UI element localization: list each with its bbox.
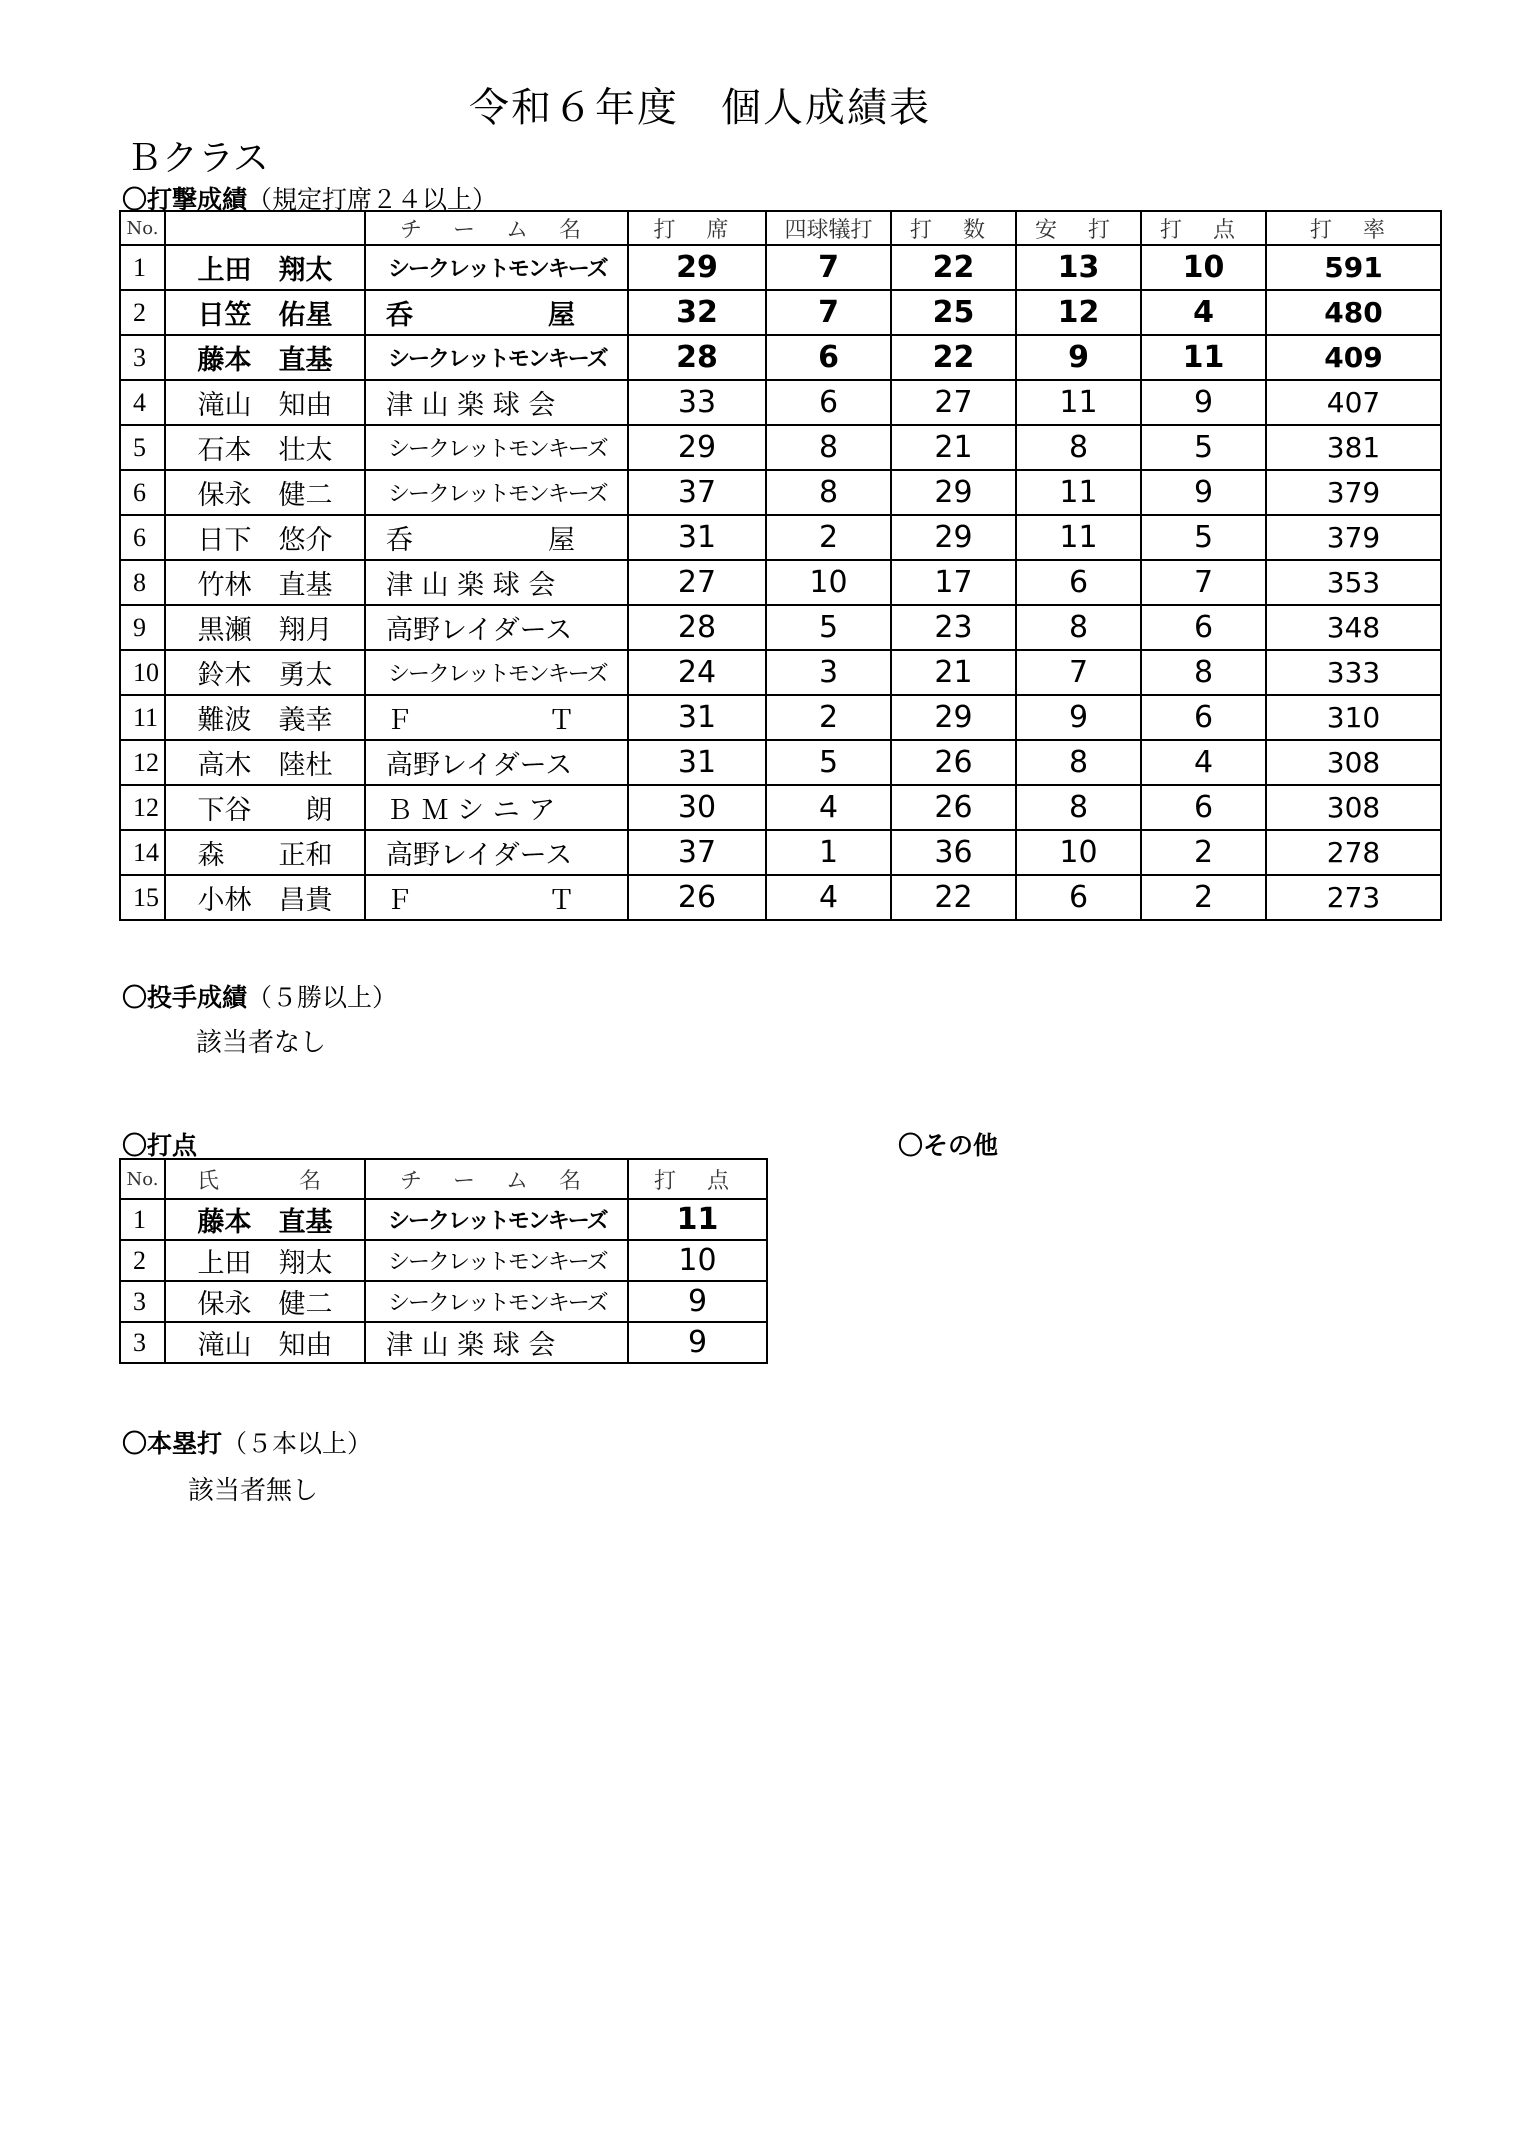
rbi-header-name: 氏 名 (165, 1159, 365, 1199)
player-name-cell: 上田 翔太 (165, 245, 365, 290)
player-name-cell: 小林 昌貴 (165, 875, 365, 920)
plate-appearances-cell: 27 (628, 560, 766, 605)
homerun-result: 該当者無し (188, 1476, 319, 1506)
table-row (120, 290, 1441, 335)
at-bats-cell: 29 (891, 515, 1016, 560)
at-bats-cell: 25 (891, 290, 1016, 335)
team-name-cell: 高野レイダース (365, 605, 628, 650)
rbi-cell: 5 (1141, 515, 1266, 560)
rbi-heading: 〇打点 (122, 1131, 198, 1160)
rank-cell: 1 (120, 1199, 165, 1240)
walks-sacrifices-cell: 6 (766, 335, 891, 380)
player-name-cell: 日下 悠介 (165, 515, 365, 560)
rank-cell: 15 (120, 875, 165, 920)
rbi-cell: 10 (1141, 245, 1266, 290)
homerun-heading-text: 〇本塁打 (122, 1429, 223, 1458)
page-title: 令和６年度 個人成績表 (469, 85, 931, 131)
rbi-cell: 9 (1141, 380, 1266, 425)
hits-cell: 11 (1016, 515, 1141, 560)
batting-average-cell: 381 (1266, 425, 1441, 470)
team-name-cell: 呑 屋 (365, 515, 628, 560)
at-bats-cell: 26 (891, 740, 1016, 785)
rank-cell: 3 (120, 1281, 165, 1322)
rbi-cell: 9 (1141, 470, 1266, 515)
table-row (120, 425, 1441, 470)
table-row (120, 785, 1441, 830)
rank-cell: 1 (120, 245, 165, 290)
team-name-cell: 高野レイダース (365, 740, 628, 785)
rbi-cell: 10 (628, 1240, 767, 1281)
team-name-cell: シークレットモンキーズ (365, 1199, 628, 1240)
rbi-cell: 2 (1141, 875, 1266, 920)
table-row (120, 1240, 767, 1281)
hits-cell: 9 (1016, 695, 1141, 740)
rbi-cell: 11 (1141, 335, 1266, 380)
plate-appearances-cell: 31 (628, 740, 766, 785)
player-name-cell: 藤本 直基 (165, 335, 365, 380)
hits-cell: 13 (1016, 245, 1141, 290)
rbi-header-row (120, 1159, 767, 1199)
rank-cell: 12 (120, 740, 165, 785)
batting-table (119, 210, 1442, 921)
rank-cell: 3 (120, 1322, 165, 1363)
rbi-cell: 5 (1141, 425, 1266, 470)
pitching-heading-text: 〇投手成績 (122, 983, 248, 1012)
team-name-cell: シークレットモンキーズ (365, 1240, 628, 1281)
rank-cell: 11 (120, 695, 165, 740)
player-name-cell: 難波 義幸 (165, 695, 365, 740)
player-name-cell: 保永 健二 (165, 1281, 365, 1322)
rank-cell: 2 (120, 1240, 165, 1281)
hits-cell: 12 (1016, 290, 1141, 335)
player-name-cell: 高木 陸杜 (165, 740, 365, 785)
rank-cell: 3 (120, 335, 165, 380)
team-name-cell: Ｆ Ｔ (365, 875, 628, 920)
rank-cell: 4 (120, 380, 165, 425)
hits-cell: 11 (1016, 380, 1141, 425)
plate-appearances-cell: 24 (628, 650, 766, 695)
hits-cell: 11 (1016, 470, 1141, 515)
walks-sacrifices-cell: 5 (766, 740, 891, 785)
rbi-cell: 9 (628, 1322, 767, 1363)
walks-sacrifices-cell: 7 (766, 290, 891, 335)
team-name-cell: 津 山 楽 球 会 (365, 380, 628, 425)
plate-appearances-cell: 29 (628, 425, 766, 470)
header-hits: 安 打 (1016, 211, 1141, 245)
hits-cell: 8 (1016, 605, 1141, 650)
hits-cell: 6 (1016, 875, 1141, 920)
rbi-cell: 8 (1141, 650, 1266, 695)
homerun-note: （５本以上） (222, 1429, 373, 1458)
player-name-cell: 保永 健二 (165, 470, 365, 515)
batting-average-cell: 273 (1266, 875, 1441, 920)
batting-average-cell: 379 (1266, 470, 1441, 515)
table-row (120, 650, 1441, 695)
batting-average-cell: 591 (1266, 245, 1441, 290)
player-name-cell: 藤本 直基 (165, 1199, 365, 1240)
rbi-header-rbi: 打 点 (628, 1159, 767, 1199)
player-name-cell: 滝山 知由 (165, 1322, 365, 1363)
rbi-cell: 6 (1141, 605, 1266, 650)
team-name-cell: シークレットモンキーズ (365, 425, 628, 470)
rbi-cell: 2 (1141, 830, 1266, 875)
at-bats-cell: 17 (891, 560, 1016, 605)
rbi-cell: 9 (628, 1281, 767, 1322)
table-row (120, 1199, 767, 1240)
hits-cell: 7 (1016, 650, 1141, 695)
team-name-cell: シークレットモンキーズ (365, 335, 628, 380)
batting-average-cell: 407 (1266, 380, 1441, 425)
rbi-header-no: No. (120, 1159, 165, 1199)
batting-average-cell: 348 (1266, 605, 1441, 650)
batting-average-cell: 409 (1266, 335, 1441, 380)
team-name-cell: シークレットモンキーズ (365, 650, 628, 695)
other-heading: 〇その他 (898, 1131, 999, 1160)
rank-cell: 6 (120, 470, 165, 515)
rbi-cell: 4 (1141, 740, 1266, 785)
header-name (165, 211, 365, 245)
at-bats-cell: 29 (891, 470, 1016, 515)
player-name-cell: 鈴木 勇太 (165, 650, 365, 695)
rank-cell: 10 (120, 650, 165, 695)
header-bb: 四球犠打 (766, 211, 891, 245)
batting-average-cell: 333 (1266, 650, 1441, 695)
at-bats-cell: 21 (891, 425, 1016, 470)
walks-sacrifices-cell: 6 (766, 380, 891, 425)
at-bats-cell: 26 (891, 785, 1016, 830)
batting-average-cell: 379 (1266, 515, 1441, 560)
rbi-table (119, 1158, 768, 1364)
plate-appearances-cell: 31 (628, 515, 766, 560)
batting-header-row (120, 211, 1441, 245)
at-bats-cell: 36 (891, 830, 1016, 875)
batting-heading-text: 〇打撃成績 (122, 185, 248, 214)
team-name-cell: Ｂ Ｍ シ ニ ア (365, 785, 628, 830)
plate-appearances-cell: 37 (628, 470, 766, 515)
rbi-cell: 6 (1141, 695, 1266, 740)
team-name-cell: 高野レイダース (365, 830, 628, 875)
batting-average-cell: 310 (1266, 695, 1441, 740)
player-name-cell: 石本 壮太 (165, 425, 365, 470)
rbi-header-team: チ ー ム 名 (365, 1159, 628, 1199)
header-ab: 打 数 (891, 211, 1016, 245)
table-row (120, 875, 1441, 920)
rbi-cell: 6 (1141, 785, 1266, 830)
header-pa: 打 席 (628, 211, 766, 245)
hits-cell: 9 (1016, 335, 1141, 380)
walks-sacrifices-cell: 3 (766, 650, 891, 695)
walks-sacrifices-cell: 2 (766, 515, 891, 560)
plate-appearances-cell: 32 (628, 290, 766, 335)
walks-sacrifices-cell: 10 (766, 560, 891, 605)
rank-cell: 9 (120, 605, 165, 650)
rank-cell: 8 (120, 560, 165, 605)
at-bats-cell: 23 (891, 605, 1016, 650)
walks-sacrifices-cell: 8 (766, 425, 891, 470)
player-name-cell: 黒瀬 翔月 (165, 605, 365, 650)
batting-average-cell: 353 (1266, 560, 1441, 605)
rank-cell: 6 (120, 515, 165, 560)
rbi-cell: 7 (1141, 560, 1266, 605)
rbi-cell: 4 (1141, 290, 1266, 335)
at-bats-cell: 29 (891, 695, 1016, 740)
player-name-cell: 上田 翔太 (165, 1240, 365, 1281)
team-name-cell: シークレットモンキーズ (365, 470, 628, 515)
team-name-cell: 津 山 楽 球 会 (365, 1322, 628, 1363)
rank-cell: 14 (120, 830, 165, 875)
plate-appearances-cell: 28 (628, 335, 766, 380)
at-bats-cell: 22 (891, 245, 1016, 290)
walks-sacrifices-cell: 5 (766, 605, 891, 650)
at-bats-cell: 22 (891, 875, 1016, 920)
batting-average-cell: 278 (1266, 830, 1441, 875)
plate-appearances-cell: 30 (628, 785, 766, 830)
team-name-cell: シークレットモンキーズ (365, 1281, 628, 1322)
hits-cell: 8 (1016, 740, 1141, 785)
rbi-cell: 11 (628, 1199, 767, 1240)
table-row (120, 380, 1441, 425)
pitching-result: 該当者なし (196, 1028, 327, 1058)
team-name-cell: 呑 屋 (365, 290, 628, 335)
pitching-note: （５勝以上） (247, 983, 398, 1012)
table-row (120, 830, 1441, 875)
player-name-cell: 竹林 直基 (165, 560, 365, 605)
table-row (120, 470, 1441, 515)
table-row (120, 560, 1441, 605)
plate-appearances-cell: 29 (628, 245, 766, 290)
table-row (120, 605, 1441, 650)
at-bats-cell: 27 (891, 380, 1016, 425)
hits-cell: 6 (1016, 560, 1141, 605)
walks-sacrifices-cell: 1 (766, 830, 891, 875)
batting-note: （規定打席２４以上） (247, 185, 498, 214)
player-name-cell: 日笠 佑星 (165, 290, 365, 335)
header-team: チ ー ム 名 (365, 211, 628, 245)
table-row (120, 1281, 767, 1322)
header-avg: 打 率 (1266, 211, 1441, 245)
plate-appearances-cell: 26 (628, 875, 766, 920)
table-row (120, 245, 1441, 290)
at-bats-cell: 22 (891, 335, 1016, 380)
walks-sacrifices-cell: 8 (766, 470, 891, 515)
table-row (120, 515, 1441, 560)
plate-appearances-cell: 28 (628, 605, 766, 650)
hits-cell: 10 (1016, 830, 1141, 875)
hits-cell: 8 (1016, 425, 1141, 470)
walks-sacrifices-cell: 2 (766, 695, 891, 740)
walks-sacrifices-cell: 4 (766, 785, 891, 830)
walks-sacrifices-cell: 7 (766, 245, 891, 290)
batting-average-cell: 308 (1266, 740, 1441, 785)
batting-average-cell: 308 (1266, 785, 1441, 830)
hits-cell: 8 (1016, 785, 1141, 830)
walks-sacrifices-cell: 4 (766, 875, 891, 920)
team-name-cell: Ｆ Ｔ (365, 695, 628, 740)
rank-cell: 5 (120, 425, 165, 470)
player-name-cell: 森 正和 (165, 830, 365, 875)
header-rbi: 打 点 (1141, 211, 1266, 245)
at-bats-cell: 21 (891, 650, 1016, 695)
plate-appearances-cell: 31 (628, 695, 766, 740)
team-name-cell: シークレットモンキーズ (365, 245, 628, 290)
player-name-cell: 滝山 知由 (165, 380, 365, 425)
table-row (120, 740, 1441, 785)
header-no: No. (120, 211, 165, 245)
table-row (120, 335, 1441, 380)
homerun-heading (122, 1424, 372, 1460)
team-name-cell: 津 山 楽 球 会 (365, 560, 628, 605)
table-row (120, 695, 1441, 740)
batting-average-cell: 480 (1266, 290, 1441, 335)
class-label: Ｂクラス (126, 138, 269, 179)
plate-appearances-cell: 33 (628, 380, 766, 425)
table-row (120, 1322, 767, 1363)
rank-cell: 12 (120, 785, 165, 830)
rank-cell: 2 (120, 290, 165, 335)
player-name-cell: 下谷 朗 (165, 785, 365, 830)
plate-appearances-cell: 37 (628, 830, 766, 875)
pitching-heading (122, 978, 397, 1014)
